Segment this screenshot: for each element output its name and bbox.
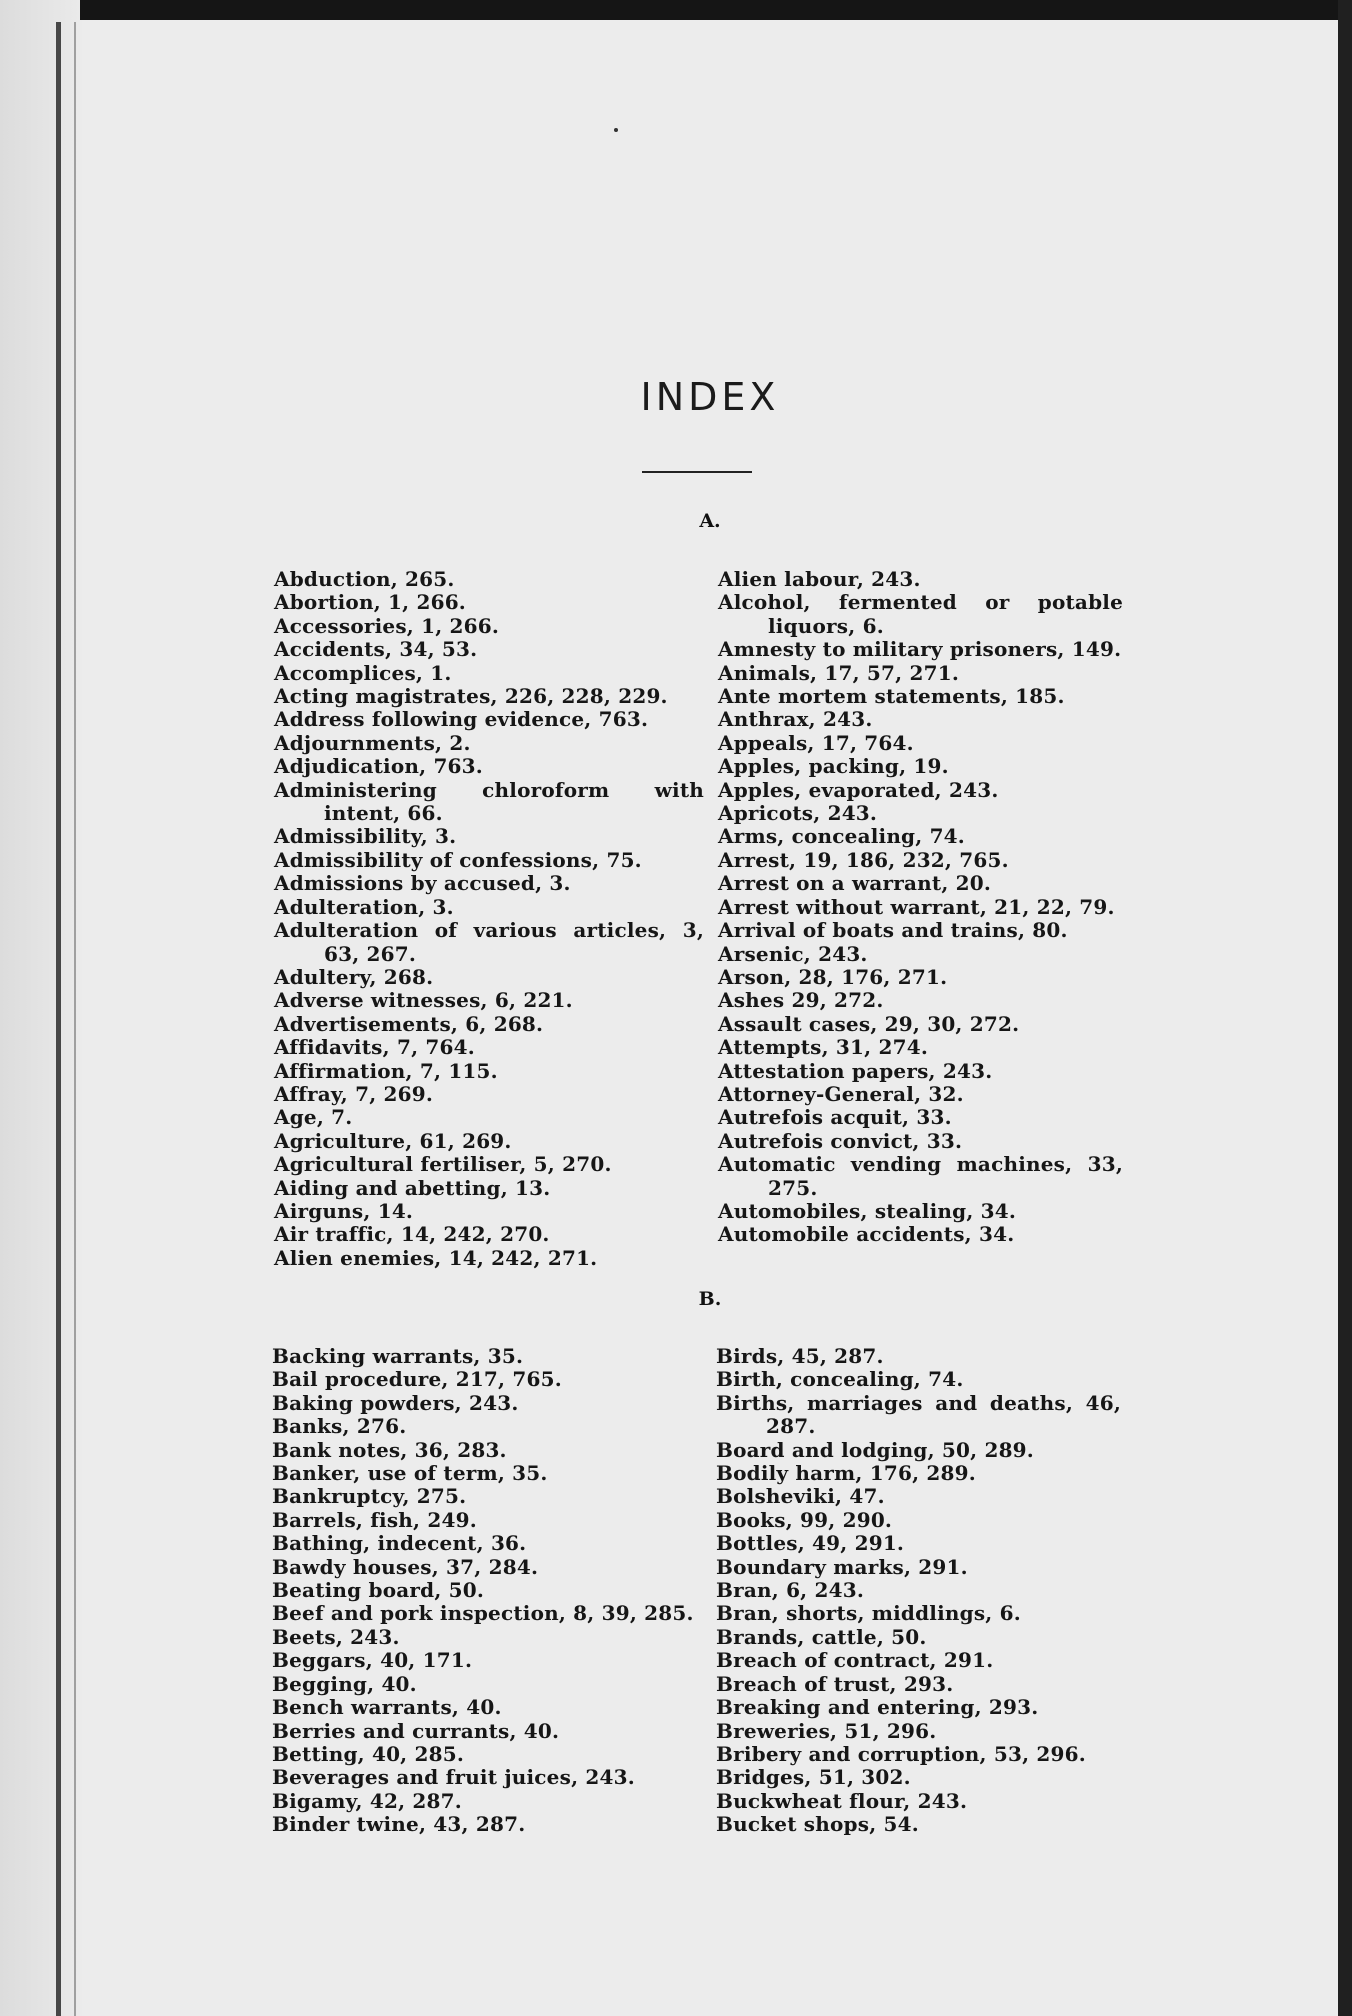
index-entry: Arrest, 19, 186, 232, 765.: [718, 847, 1009, 872]
index-entry: Arson, 28, 176, 271.: [718, 964, 948, 989]
index-entry: Arsenic, 243.: [718, 941, 868, 966]
index-entry: Attorney-General, 32.: [718, 1081, 964, 1106]
index-entry: Alcohol, fermented or potable liquors, 6.: [718, 590, 1123, 638]
index-entry: Buckwheat flour, 243.: [716, 1788, 968, 1813]
index-entry: Beating board, 50.: [272, 1578, 485, 1603]
index-entry: Bribery and corruption, 53, 296.: [716, 1741, 1086, 1766]
index-entry: Bodily harm, 176, 289.: [716, 1461, 976, 1486]
index-entry: Advertisements, 6, 268.: [274, 1011, 544, 1036]
index-entry: Appeals, 17, 764.: [718, 730, 914, 755]
index-entry: Alien enemies, 14, 242, 271.: [274, 1245, 598, 1270]
index-entry: Binder twine, 43, 287.: [272, 1812, 526, 1837]
index-entry: Autrefois acquit, 33.: [718, 1105, 952, 1130]
index-entry: Amnesty to military prisoners, 149.: [718, 637, 1122, 662]
index-entry: Accidents, 34, 53.: [274, 637, 478, 662]
index-entry: Anthrax, 243.: [718, 707, 873, 732]
index-entry: Bench warrants, 40.: [272, 1695, 502, 1720]
index-entry: Birds, 45, 287.: [716, 1344, 884, 1368]
page-body: [82, 20, 1338, 2016]
index-entry: Alien labour, 243.: [718, 567, 921, 591]
index-entry: Airguns, 14.: [274, 1198, 414, 1223]
index-entry: Bucket shops, 54.: [716, 1812, 919, 1837]
index-entry: Bank notes, 36, 283.: [272, 1437, 507, 1462]
index-entry: Brands, cattle, 50.: [716, 1624, 927, 1649]
speck: [614, 128, 618, 132]
index-entry: Adulteration of various articles, 3, 63, 267.: [274, 918, 704, 966]
index-entry: Baking powders, 243.: [272, 1390, 519, 1415]
index-entry: Arrival of boats and trains, 80.: [718, 918, 1068, 943]
index-entry: Automatic vending machines, 33, 275.: [718, 1152, 1123, 1200]
index-entry: Birth, concealing, 74.: [716, 1367, 964, 1392]
index-entry: Assault cases, 29, 30, 272.: [718, 1011, 1020, 1036]
index-entry: Adjudication, 763.: [274, 754, 483, 779]
index-entry: Breweries, 51, 296.: [716, 1718, 937, 1743]
index-entry: Breaking and entering, 293.: [716, 1695, 1039, 1720]
index-entry: Animals, 17, 57, 271.: [718, 660, 959, 685]
index-entry: Begging, 40.: [272, 1671, 417, 1696]
index-entry: Admissibility, 3.: [274, 824, 457, 849]
index-entry: Banks, 276.: [272, 1414, 407, 1439]
index-entry: Board and lodging, 50, 289.: [716, 1437, 1034, 1462]
index-entry: Bridges, 51, 302.: [716, 1765, 911, 1790]
page-title: INDEX: [640, 375, 780, 419]
index-entry: Age, 7.: [274, 1105, 353, 1130]
index-entry: Arrest without warrant, 21, 22, 79.: [718, 894, 1115, 919]
index-entry: Attestation papers, 243.: [718, 1058, 993, 1083]
index-entry: Boundary marks, 291.: [716, 1554, 968, 1579]
index-column-a-left: [274, 568, 704, 1270]
index-entry: Arms, concealing, 74.: [718, 824, 965, 849]
section-letter-a: A.: [699, 510, 721, 532]
index-entry: Affray, 7, 269.: [274, 1081, 434, 1106]
index-entry: Bigamy, 42, 287.: [272, 1788, 462, 1813]
index-entry: Agriculture, 61, 269.: [274, 1128, 512, 1153]
index-entry: Adulteration, 3.: [274, 894, 454, 919]
index-entry: Affirmation, 7, 115.: [274, 1058, 498, 1083]
index-entry: Berries and currants, 40.: [272, 1718, 560, 1743]
index-entry: Admissions by accused, 3.: [274, 871, 571, 896]
index-entry: Breach of trust, 293.: [716, 1671, 954, 1696]
index-entry: Air traffic, 14, 242, 270.: [274, 1222, 550, 1247]
index-entry: Admissibility of confessions, 75.: [274, 847, 642, 872]
index-entry: Attempts, 31, 274.: [718, 1035, 929, 1060]
index-entry: Bawdy houses, 37, 284.: [272, 1554, 539, 1579]
index-entry: Agricultural fertiliser, 5, 270.: [274, 1152, 612, 1177]
section-letter-b: B.: [698, 1288, 722, 1310]
index-entry: Ashes 29, 272.: [718, 988, 884, 1013]
index-entry: Books, 99, 290.: [716, 1507, 893, 1532]
index-column-b-left: [272, 1345, 702, 1837]
index-entry: Administering chloroform with intent, 66.: [274, 777, 704, 826]
index-entry: Ante mortem statements, 185.: [718, 684, 1065, 709]
index-entry: Bran, shorts, middlings, 6.: [716, 1601, 1021, 1626]
binding-edge-inner: [74, 22, 76, 2016]
index-entry: Apricots, 243.: [718, 801, 878, 826]
binding-gutter: [0, 0, 80, 2016]
scan-top-border: [0, 0, 1352, 20]
title-rule: [642, 471, 752, 473]
index-entry: Apples, packing, 19.: [718, 754, 949, 779]
index-entry: Abortion, 1, 266.: [274, 590, 466, 615]
index-entry: Accomplices, 1.: [274, 660, 452, 685]
index-entry: Beef and pork inspection, 8, 39, 285.: [272, 1601, 694, 1626]
index-entry: Accessories, 1, 266.: [274, 613, 500, 638]
index-entry: Beets, 243.: [272, 1624, 400, 1649]
index-entry: Bran, 6, 243.: [716, 1578, 865, 1603]
index-entry: Apples, evaporated, 243.: [718, 777, 999, 802]
index-entry: Automobile accidents, 34.: [718, 1222, 1015, 1247]
binding-edge: [56, 22, 61, 2016]
index-entry: Bankruptcy, 275.: [272, 1484, 467, 1509]
index-entry: Beggars, 40, 171.: [272, 1648, 473, 1673]
index-entry: Barrels, fish, 249.: [272, 1507, 477, 1532]
index-entry: Automobiles, stealing, 34.: [718, 1198, 1017, 1223]
scan-right-border: [1338, 0, 1352, 2016]
index-column-b-right: [716, 1345, 1121, 1837]
index-entry: Beverages and fruit juices, 243.: [272, 1765, 635, 1790]
index-entry: Bolsheviki, 47.: [716, 1484, 885, 1509]
index-entry: Address following evidence, 763.: [274, 707, 649, 732]
index-entry: Births, marriages and deaths, 46, 287.: [716, 1390, 1121, 1439]
index-entry: Arrest on a warrant, 20.: [718, 871, 992, 896]
index-entry: Acting magistrates, 226, 228, 229.: [274, 684, 668, 709]
index-entry: Autrefois convict, 33.: [718, 1128, 963, 1153]
index-entry: Bathing, indecent, 36.: [272, 1531, 527, 1556]
index-entry: Affidavits, 7, 764.: [274, 1035, 475, 1060]
index-entry: Adultery, 268.: [274, 964, 434, 989]
index-entry: Bail procedure, 217, 765.: [272, 1367, 562, 1392]
index-column-a-right: [718, 568, 1123, 1247]
index-entry: Adjournments, 2.: [274, 730, 471, 755]
index-entry: Abduction, 265.: [274, 567, 455, 591]
index-entry: Backing warrants, 35.: [272, 1344, 524, 1368]
index-entry: Bottles, 49, 291.: [716, 1531, 905, 1556]
index-entry: Betting, 40, 285.: [272, 1741, 465, 1766]
index-entry: Banker, use of term, 35.: [272, 1461, 548, 1486]
index-entry: Aiding and abetting, 13.: [274, 1175, 551, 1200]
index-entry: Breach of contract, 291.: [716, 1648, 994, 1673]
index-entry: Adverse witnesses, 6, 221.: [274, 988, 573, 1013]
